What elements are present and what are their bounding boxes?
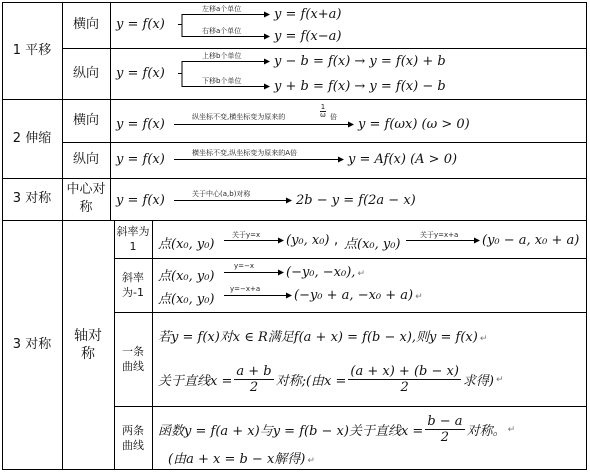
stretch-h-note-suffix: 倍 — [330, 113, 337, 121]
center-note: 关于中心(a,b)对称 — [192, 190, 251, 198]
one-curve-line2-mid: 对称;(由x = — [275, 374, 347, 389]
stretch-v-note: 横坐标不变,纵坐标变为原来的A倍 — [192, 149, 298, 157]
return-mark-icon: ↵ — [415, 292, 423, 302]
two-curves-frac-num: b − a — [427, 414, 463, 429]
slope-neg1-result1-text: (−y₀, −x₀), — [286, 265, 356, 280]
slope1-result2: (y₀ − a, x₀ + a) — [482, 233, 580, 248]
slope1-note1: 关于y=x — [232, 231, 261, 239]
slope-neg1-point1: 点(x₀, y₀) — [158, 269, 215, 284]
label-slope-neg1: 斜率为-1 — [122, 271, 144, 299]
center-lhs: y = f(x) — [116, 193, 165, 208]
translate-h-upper-result: y = f(x+a) — [274, 7, 342, 22]
two-curves-line1-pre: 函数y = f(a + x)与y = f(b − x)关于直线x = — [158, 424, 424, 439]
translate-v-lower-note: 下移b个单位 — [202, 77, 242, 85]
label-stretch-horizontal: 横向 — [72, 112, 99, 128]
two-curves-line2 — [168, 448, 315, 467]
one-curve-frac2-num: (a + x) + (b − x) — [350, 364, 459, 379]
slope-neg1-result2-text: (−y₀ + a, −x₀ + a) — [294, 288, 414, 303]
slope1-note2: 关于y=x+a — [420, 231, 459, 239]
label-two-curves: 两条曲线 — [122, 424, 144, 452]
translate-h-upper-note: 左移a个单位 — [202, 5, 242, 13]
center-result: 2b − y = f(2a − x) — [296, 193, 416, 208]
translate-h-lower-note: 右移a个单位 — [202, 27, 242, 35]
stretch-h-note: 纵坐标不变,横坐标变为原来的 — [192, 113, 286, 121]
slope1-result1: (y₀, x₀) — [286, 233, 330, 248]
two-curves-line1 — [158, 414, 515, 445]
stretch-h-note-frac-num: 1 — [320, 103, 326, 111]
stretch-h-note-frac-den: ω — [320, 111, 326, 119]
translate-v-lower-result: y + b = f(x) → y = f(x) − b — [274, 79, 446, 94]
stretch-h-note-frac — [320, 104, 326, 119]
translate-v-upper-result: y − b = f(x) → y = f(x) + b — [274, 54, 446, 69]
one-curve-line2-post: 求得) — [462, 374, 494, 389]
two-curves-fraction — [425, 414, 464, 445]
translate-h-lhs: y = f(x) — [116, 17, 165, 32]
label-translate-horizontal: 横向 — [72, 17, 99, 32]
translate-h-lower-result: y = f(x−a) — [274, 29, 342, 44]
slope-neg1-note1: y=−x — [234, 262, 255, 270]
stretch-v-result: y = Af(x) (A > 0) — [348, 152, 458, 167]
two-curves-line2-text: (由a + x = b − x解得) — [168, 452, 306, 467]
return-mark-icon: ↵ — [357, 269, 365, 279]
slope-neg1-point2: 点(x₀, y₀) — [158, 292, 215, 307]
slope1-sep — [334, 233, 338, 248]
label-translate-vertical: 纵向 — [72, 65, 99, 81]
return-mark-icon: ↵ — [479, 334, 488, 344]
label-axis-symmetry: 轴对称 — [74, 328, 102, 362]
one-curve-frac1-num: a + b — [236, 364, 272, 379]
two-curves-line1-post: 对称。 — [466, 424, 506, 439]
group-label-axis-symmetry: 3 对称 — [12, 337, 52, 352]
slope1-sep-text: , — [334, 233, 339, 248]
label-stretch-vertical: 纵向 — [72, 152, 99, 167]
one-curve-fraction-2 — [348, 364, 461, 395]
one-curve-line1-text: 若y = f(x)对x ∈ R满足f(a + x) = f(b − x),则y = f(x) — [158, 330, 478, 345]
two-curves-frac-den: 2 — [440, 430, 450, 445]
slope-neg1-note2: y=−x+a — [230, 285, 261, 293]
slope1-point1: 点(x₀, y₀) — [158, 237, 215, 252]
stretch-h-lhs: y = f(x) — [116, 117, 165, 132]
formula-table — [2, 2, 587, 470]
slope-neg1-result2 — [294, 288, 423, 303]
one-curve-frac2-den: 2 — [400, 380, 409, 395]
one-curve-fraction-1 — [234, 364, 273, 395]
stretch-v-lhs: y = f(x) — [116, 152, 165, 167]
label-slope-1: 斜率为1 — [116, 225, 150, 253]
group-label-translate: 1 平移 — [12, 42, 52, 58]
one-curve-line1 — [158, 326, 487, 345]
slope1-point2: 点(x₀, y₀) — [344, 237, 401, 252]
return-mark-icon: ↵ — [495, 374, 504, 385]
return-mark-icon: ↵ — [507, 424, 516, 435]
label-one-curve: 一条曲线 — [122, 345, 144, 373]
one-curve-line2 — [158, 364, 504, 395]
group-label-stretch: 2 伸缩 — [12, 130, 52, 146]
translate-v-lhs: y = f(x) — [116, 66, 165, 81]
return-mark-icon: ↵ — [307, 456, 315, 466]
slope-neg1-result1 — [286, 265, 365, 280]
label-center-symmetry: 中心对称 — [66, 182, 106, 215]
group-label-center-symmetry: 3 对称 — [12, 191, 52, 206]
stretch-h-result: y = f(ωx) (ω > 0) — [358, 117, 470, 132]
one-curve-frac1-den: 2 — [249, 380, 259, 395]
one-curve-line2-pre: 关于直线x = — [158, 374, 233, 389]
translate-v-upper-note: 上移b个单位 — [202, 52, 242, 60]
